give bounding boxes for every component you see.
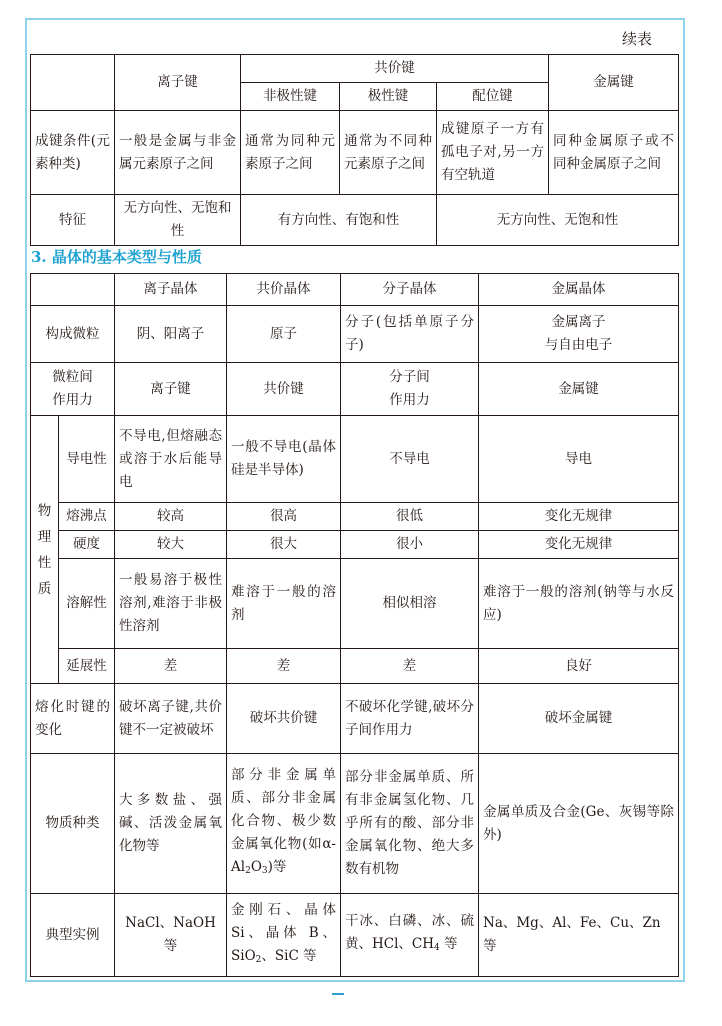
physical-properties-text: 物理性质 [37, 502, 52, 597]
row-head-melting-point: 熔沸点 [59, 503, 115, 531]
cell-conductivity-molecular: 不导电 [341, 416, 479, 503]
cell-interaction-molecular [341, 363, 479, 416]
subscript-ch4: 4 [434, 943, 440, 953]
particles-metallic-line2: 与自由电子 [544, 337, 613, 353]
cell-hardness-ionic: 较大 [115, 531, 227, 559]
cell-hardness-covalent: 很大 [227, 531, 341, 559]
row-head-ductility: 延展性 [59, 649, 115, 684]
cell-ionic-features: 无方向性、无饱和性 [115, 195, 241, 246]
header-metallic-bond: 金属键 [549, 55, 679, 111]
cell-conductivity-metallic: 导电 [479, 416, 679, 503]
row-head-examples: 典型实例 [31, 894, 115, 977]
interaction-head-line2: 作用力 [52, 392, 93, 408]
substances-covalent-o: O [250, 859, 262, 875]
corner-cell [31, 55, 115, 111]
cell-ductility-metallic: 良好 [479, 649, 679, 684]
cell-examples-covalent [227, 894, 341, 977]
examples-molecular-text: 干冰、白磷、冰、硫黄、HCl、CH [345, 913, 474, 952]
cell-conductivity-covalent: 一般不导电(晶体硅是半导体) [227, 416, 341, 503]
row-head-conductivity: 导电性 [59, 416, 115, 503]
cell-melting-molecular: 很低 [341, 503, 479, 531]
cell-covalent-features: 有方向性、有饱和性 [241, 195, 437, 246]
cell-polar-conditions: 通常为不同种元素原子之间 [340, 111, 437, 195]
cell-solubility-ionic: 一般易溶于极性溶剂,难溶于非极性溶剂 [115, 559, 227, 649]
header-ionic-bond: 离子键 [115, 55, 241, 111]
row-head-substances: 物质种类 [31, 754, 115, 894]
cell-interaction-metallic: 金属键 [479, 363, 679, 416]
cell-hardness-metallic: 变化无规律 [479, 531, 679, 559]
header-polar-bond: 极性键 [340, 83, 437, 111]
subscript-al: 2 [245, 866, 251, 876]
examples-molecular-tail: 等 [439, 936, 458, 952]
section-title: 3. 晶体的基本类型与性质 [31, 248, 202, 266]
substances-covalent-text: 部分非金属单质、部分非金属化合物、极少数金属氧化物(如α-Al [231, 767, 336, 875]
interaction-molecular-line1: 分子间 [389, 369, 430, 385]
row-head-particles: 构成微粒 [31, 306, 115, 363]
cell-ductility-molecular: 差 [341, 649, 479, 684]
cell-melting-change-ionic: 破坏离子键,共价键不一定被破坏 [115, 684, 227, 754]
cell-coordinate-conditions: 成键原子一方有孤电子对,另一方有空轨道 [437, 111, 549, 195]
cell-solubility-metallic: 难溶于一般的溶剂(钠等与水反应) [479, 559, 679, 649]
cell-substances-molecular: 部分非金属单质、所有非金属氢化物、几乎所有的酸、部分非金属氧化物、绝大多数有机物 [341, 754, 479, 894]
examples-covalent-tail: 、SiC 等 [261, 947, 317, 964]
cell-interaction-covalent: 共价键 [227, 363, 341, 416]
header-molecular-crystal: 分子晶体 [341, 274, 479, 306]
cell-nonpolar-conditions: 通常为同种元素原子之间 [241, 111, 340, 195]
cell-melting-ionic: 较高 [115, 503, 227, 531]
physical-properties-label [31, 416, 59, 684]
cell-interaction-ionic: 离子键 [115, 363, 227, 416]
crystal-types-table [30, 273, 679, 977]
page-number-marker [332, 993, 344, 995]
cell-substances-metallic: 金属单质及合金(Ge、灰锡等除外) [479, 754, 679, 894]
cell-melting-covalent: 很高 [227, 503, 341, 531]
examples-covalent-text: 金刚石、晶体 Si、晶体 B、SiO [231, 901, 336, 964]
cell-hardness-molecular: 很小 [341, 531, 479, 559]
row-head-solubility: 溶解性 [59, 559, 115, 649]
cell-substances-ionic: 大多数盐、强碱、活泼金属氧化物等 [115, 754, 227, 894]
cell-particles-molecular: 分子(包括单原子分子) [341, 306, 479, 363]
cell-melting-change-metallic: 破坏金属键 [479, 684, 679, 754]
header-ionic-crystal: 离子晶体 [115, 274, 227, 306]
cell-ionic-conditions: 一般是金属与非金属元素原子之间 [115, 111, 241, 195]
row-head-interaction [31, 363, 115, 416]
corner-cell-2 [31, 274, 115, 306]
cell-examples-metallic: Na、Mg、Al、Fe、Cu、Zn 等 [479, 894, 679, 977]
subscript-sio2: 2 [255, 954, 262, 965]
header-nonpolar-bond: 非极性键 [241, 83, 340, 111]
row-head-hardness: 硬度 [59, 531, 115, 559]
cell-particles-ionic: 阴、阳离子 [115, 306, 227, 363]
header-covalent-crystal: 共价晶体 [227, 274, 341, 306]
cell-ductility-ionic: 差 [115, 649, 227, 684]
cell-melting-change-molecular: 不破坏化学键,破坏分子间作用力 [341, 684, 479, 754]
cell-melting-change-covalent: 破坏共价键 [227, 684, 341, 754]
interaction-head-line1: 微粒间 [52, 369, 93, 385]
cell-particles-covalent: 原子 [227, 306, 341, 363]
cell-substances-covalent [227, 754, 341, 894]
cell-metallic-conditions: 同种金属原子或不同种金属原子之间 [549, 111, 679, 195]
row-head-bond-conditions: 成键条件(元素种类) [31, 111, 115, 195]
bond-types-table [30, 54, 679, 246]
cell-melting-metallic: 变化无规律 [479, 503, 679, 531]
particles-metallic-line1: 金属离子 [551, 314, 606, 330]
continued-label: 续表 [621, 30, 652, 48]
header-coordinate-bond: 配位键 [437, 83, 549, 111]
cell-examples-molecular [341, 894, 479, 977]
subscript-o: 3 [261, 866, 268, 876]
cell-solubility-covalent: 难溶于一般的溶剂 [227, 559, 341, 649]
header-metallic-crystal: 金属晶体 [479, 274, 679, 306]
interaction-molecular-line2: 作用力 [389, 392, 430, 408]
cell-conductivity-ionic: 不导电,但熔融态或溶于水后能导电 [115, 416, 227, 503]
cell-metallic-features: 无方向性、无饱和性 [437, 195, 679, 246]
row-head-features: 特征 [31, 195, 115, 246]
row-head-melting-change: 熔化时键的变化 [31, 684, 115, 754]
substances-covalent-tail: )等 [267, 859, 287, 875]
cell-examples-ionic: NaCl、NaOH 等 [115, 894, 227, 977]
cell-ductility-covalent: 差 [227, 649, 341, 684]
header-covalent-bond: 共价键 [241, 55, 549, 83]
cell-particles-metallic [479, 306, 679, 363]
cell-solubility-molecular: 相似相溶 [341, 559, 479, 649]
